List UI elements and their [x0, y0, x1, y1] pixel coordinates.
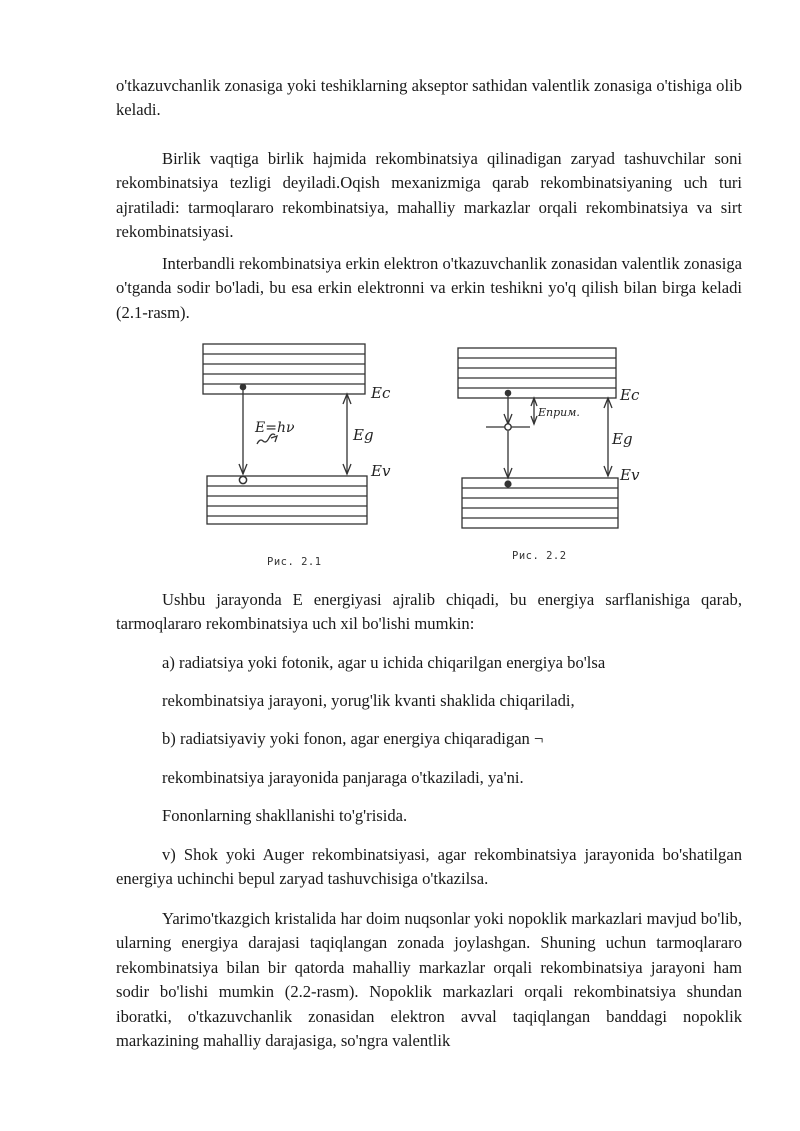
figure-2-1 [195, 338, 405, 538]
paragraph-3: Interbandli rekombinatsiya erkin elektron o'tkazuvchanlik zonasidan valentlik zonasiga o'tganda sodir bo'ladi, bu esa erkin elektronni va erkin teshikni yo'q qilish bilan birga keladi (2.1-rasm). [116, 254, 742, 322]
paragraph-4: Ushbu jarayonda E energiyasi ajralib chiqadi, bu energiya sarflanishiga qarab, tarmoqlararo rekombinatsiya uch xil bo'lishi mumkin: [116, 590, 742, 634]
list-line-a: a) radiatsiya yoki fotonik, agar u ichida chiqarilgan energiya bo'lsa [162, 653, 606, 672]
list-line-b: b) radiatsiyaviy yoki fonon, agar energiya chiqaradigan ¬ [162, 729, 544, 748]
paragraph-5: v) Shok yoki Auger rekombinatsiyasi, agar rekombinatsiya jarayonida bo'shatilgan energiya uchinchi bepul zaryad tashuvchisiga o'tkazilsa. [116, 845, 742, 889]
label-eprim: Eприм. [538, 406, 580, 419]
label-ec: Ec [371, 384, 391, 402]
label-eg: Eg [353, 426, 374, 444]
label-eg: Eg [612, 430, 633, 448]
label-ev: Ev [371, 462, 391, 480]
paragraph-6: Yarimo'tkazgich kristalida har doim nuqsonlar yoki nopoklik markazlari mavjud bo'lib, ularning energiya darajasi taqiqlangan zonada joylashgan. Shuning uchun tarmoqlararo rekombinatsiya bilan bir qatorda mahalliy markazlar orqali rekombinatsiya jarayoni ham sodir bo'lishi mumkin (2.2-rasm). Nopoklik markazlari orqali rekombinatsiya shundan iboratki, o'tkazuvchanlik zonasidan elektron avval taqiqlangan banddagi nopoklik markazining mahalliy darajasiga, so'ngra valentlik [116, 909, 742, 1051]
label-photon-energy: E=hν [255, 420, 295, 436]
paragraph-1: o'tkazuvchanlik zonasiga yoki teshiklarning akseptor sathidan valentlik zonasiga o'tishiga olib keladi. [116, 76, 742, 120]
band-diagram-local-centers [450, 344, 650, 534]
list-line-phonons: Fononlarning shakllanishi to'g'risida. [162, 806, 408, 825]
paragraph-2: Birlik vaqtiga birlik hajmida rekombinatsiya qilinadigan zaryad tashuvchilar soni rekombinatsiya tezligi deyiladi.Oqish mexanizmiga qarab rekombinatsiyaning uch turi ajratiladi: tarmoqlararo rekombinatsiya, mahalliy markazlar orqali rekombinatsiya va sirt rekombinatsiyasi. [116, 149, 742, 242]
label-ev: Ev [620, 466, 640, 484]
figure-2-2 [450, 344, 650, 534]
figure-2-1-caption: Рис. 2.1 [267, 556, 322, 568]
list-line-b-cont: rekombinatsiya jarayonida panjaraga o'tkaziladi, ya'ni. [162, 768, 524, 787]
band-diagram-interband [195, 338, 405, 538]
figure-2-2-caption: Рис. 2.2 [512, 550, 567, 562]
list-line-a-cont: rekombinatsiya jarayoni, yorug'lik kvanti shaklida chiqariladi, [162, 691, 575, 710]
label-ec: Ec [620, 386, 640, 404]
